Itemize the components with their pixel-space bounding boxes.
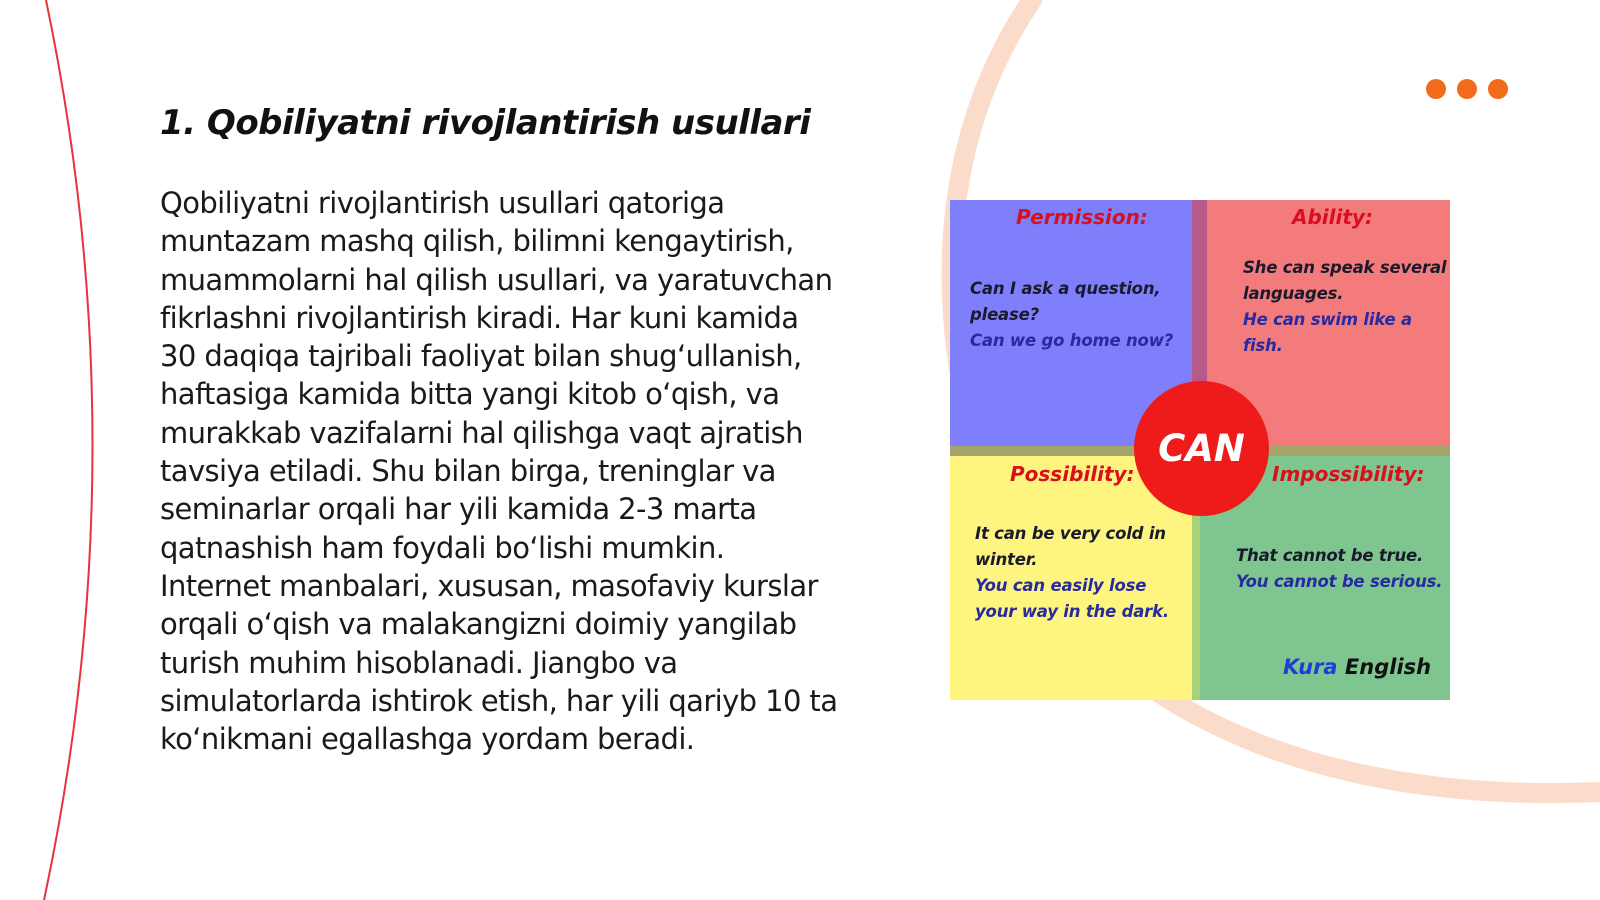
- permission-example-2: Can we go home now?: [970, 331, 1174, 350]
- permission-example-1: Can I ask a question,: [970, 279, 1161, 298]
- brand-part-english: English: [1337, 655, 1432, 679]
- slide-dots: [1426, 79, 1508, 99]
- possibility-example-1b: winter.: [975, 550, 1038, 569]
- impossibility-example-1: That cannot be true.: [1236, 546, 1424, 565]
- ability-example-2: He can swim like a: [1243, 310, 1412, 329]
- possibility-example-2: You can easily lose: [975, 576, 1147, 595]
- brand-part-kura: Kura: [1283, 655, 1338, 679]
- ability-example-2b: fish.: [1243, 336, 1283, 355]
- left-red-curve: [44, 0, 93, 900]
- possibility-example-2b: your way in the dark.: [975, 602, 1169, 621]
- impossibility-example-2: You cannot be serious.: [1236, 572, 1443, 591]
- impossibility-heading: Impossibility:: [1272, 462, 1425, 486]
- slide-body-text: Qobiliyatni rivojlantirish usullari qatoriga muntazam mashq qilish, bilimni kengaytirish, muammolarni hal qilish usullari, va yaratuvchan fikrlashni rivojlantirish kiradi. Har kuni kamida 30 daqiqa tajribali faoliyat bilan shug‘ullanish, haftasiga kamida bitta yangi kitob o‘qish, va murakkab vazifalarni hal qilishga vaqt ajratish tavsiya etiladi. Shu bilan birga, treninglar va seminarlar orqali har yili kamida 2-3 marta qatnashish ham foydali bo‘lishi mumkin. Internet manbalari, xususan, masofaviy kurslar orqali o‘qish va malakangizni doimiy yangilab turish muhim hisoblanadi. Jiangbo va simulatorlarda ishtirok etish, har yili qariyb 10 ta ko‘nikmani egallashga yordam beradi.: [160, 186, 838, 757]
- can-modal-diagram: [950, 200, 1450, 700]
- ability-example-1: She can speak several: [1243, 258, 1447, 277]
- dot-icon: [1457, 79, 1477, 99]
- dot-icon: [1488, 79, 1508, 99]
- permission-example-1b: please?: [970, 305, 1039, 324]
- slide-title: 1. Qobiliyatni rivojlantirish usullari: [160, 103, 811, 143]
- possibility-example-1: It can be very cold in: [975, 524, 1166, 543]
- ability-example-1b: languages.: [1243, 284, 1344, 303]
- can-circle: [1134, 381, 1269, 516]
- brand-logo: [1283, 655, 1431, 679]
- can-label: CAN: [1158, 427, 1245, 470]
- permission-heading: Permission:: [1016, 205, 1148, 229]
- ability-heading: Ability:: [1292, 205, 1373, 229]
- dot-icon: [1426, 79, 1446, 99]
- possibility-heading: Possibility:: [1010, 462, 1135, 486]
